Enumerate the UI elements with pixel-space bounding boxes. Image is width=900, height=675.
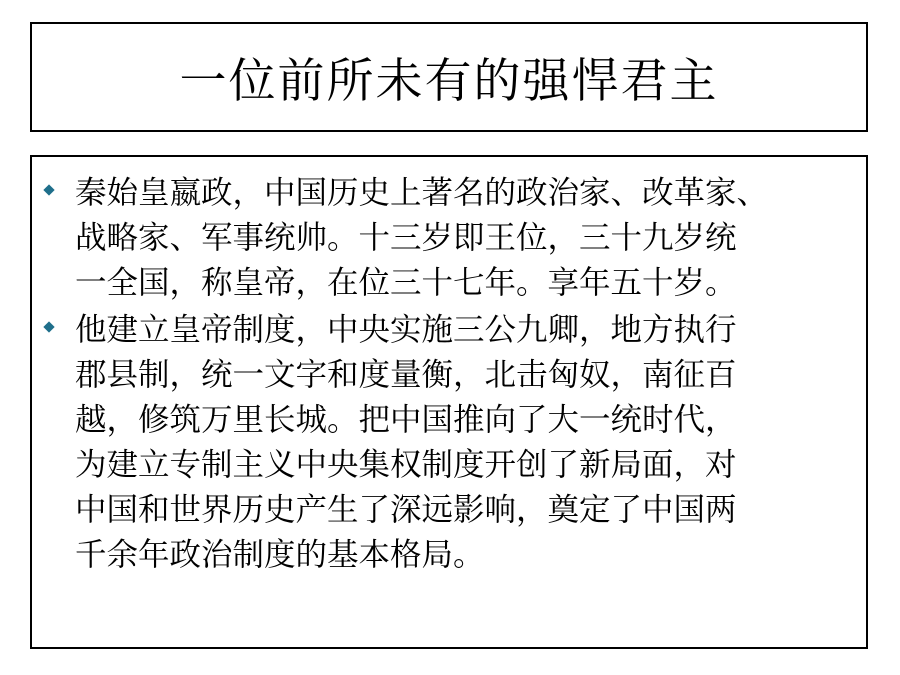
bullet-item-2 [32, 308, 868, 578]
bullet-text-line: 他建立皇帝制度，中央实施三公九卿，地方执行 [75, 312, 737, 348]
bullet-text-line: 中国和世界历史产生了深远影响，奠定了中国两 [75, 492, 737, 528]
title-box [30, 22, 868, 132]
content-box [30, 155, 868, 649]
slide-title: 一位前所未有的强悍君主 [179, 53, 719, 109]
diamond-bullet-icon [43, 184, 54, 195]
bullet-text-line: 越，修筑万里长城。把中国推向了大一统时代， [75, 402, 737, 438]
bullet-text-line: 千余年政治制度的基本格局。 [75, 537, 485, 573]
bullet-text-line: 一全国，称皇帝，在位三十七年。享年五十岁。 [75, 265, 737, 301]
bullet-list [32, 171, 868, 580]
bullet-text-line: 为建立专制主义中央集权制度开创了新局面，对 [75, 447, 737, 483]
bullet-text-line: 秦始皇嬴政，中国历史上著名的政治家、改革家、 [75, 175, 769, 211]
bullet-text-line: 郡县制，统一文字和度量衡，北击匈奴，南征百 [75, 357, 737, 393]
diamond-bullet-icon [43, 321, 54, 332]
bullet-item-1 [32, 171, 868, 306]
bullet-text-line: 战略家、军事统帅。十三岁即王位，三十九岁统 [75, 220, 737, 256]
